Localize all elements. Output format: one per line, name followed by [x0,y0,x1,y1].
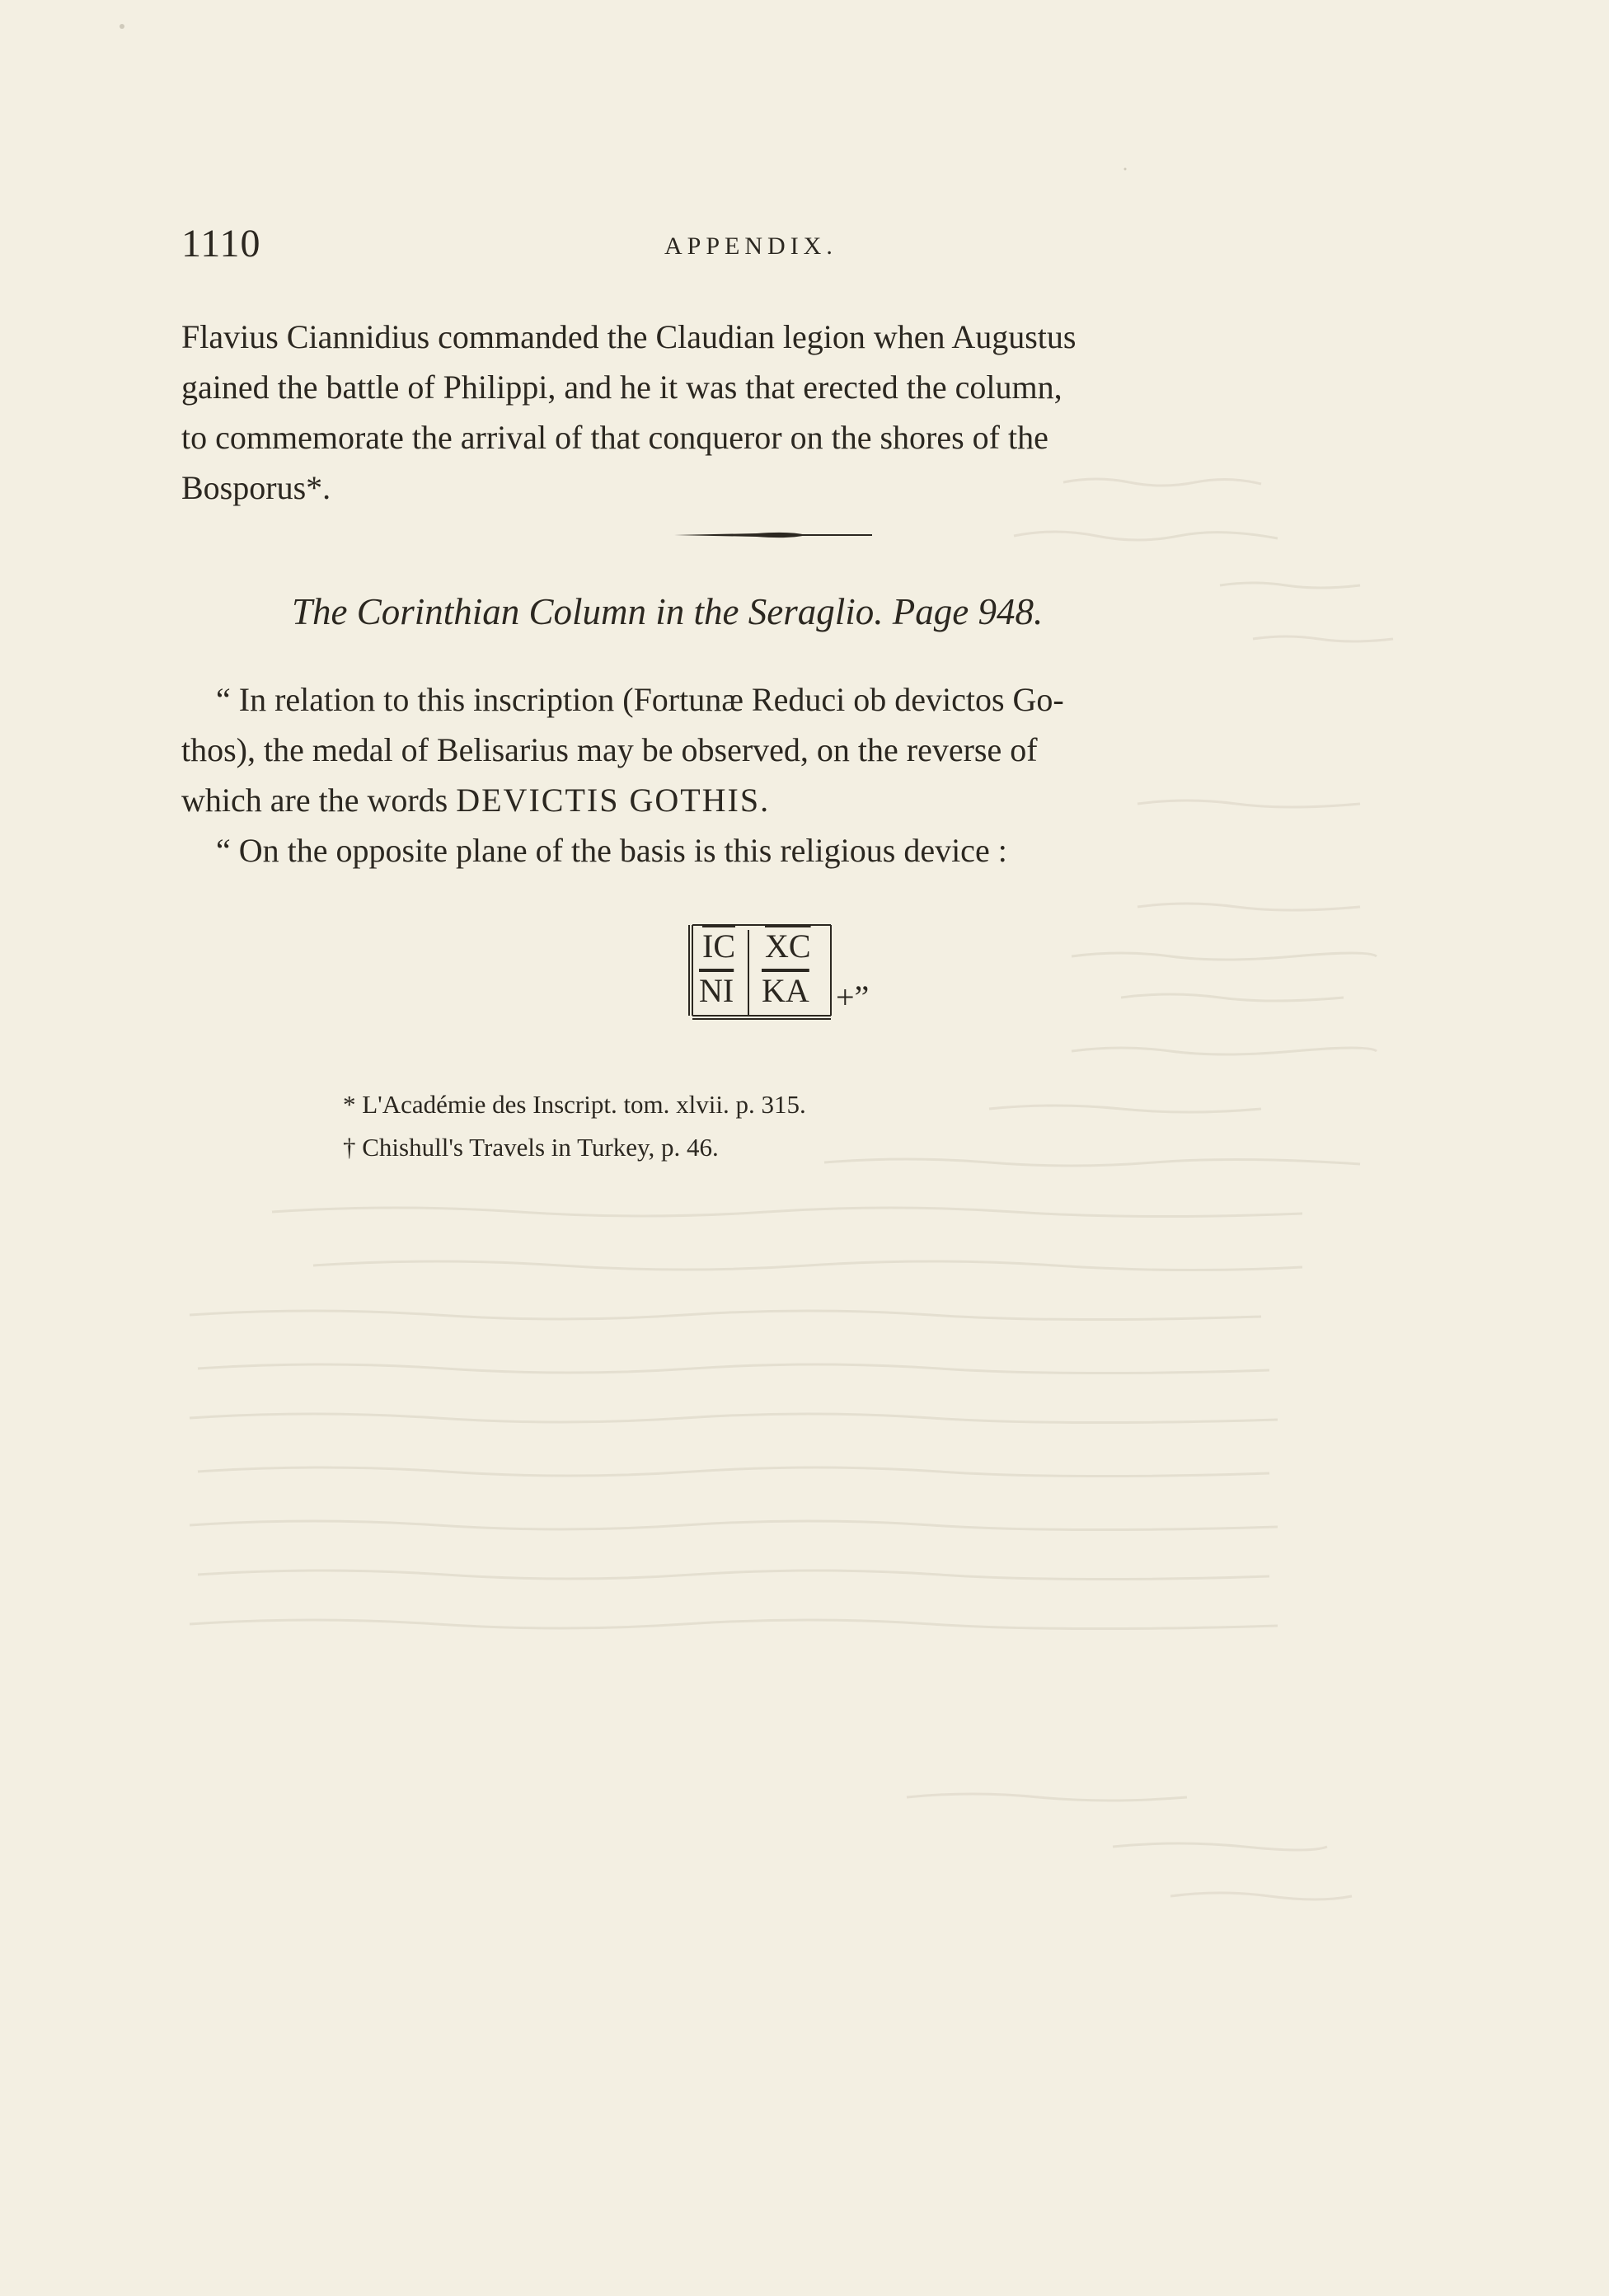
page-header [181,221,1381,279]
text-line [181,775,1368,825]
device-ic: $\overline{IC}$ [702,927,735,965]
cross-mark: +” [836,979,870,1016]
religious-device [686,918,917,1024]
text-fragment: which are the words [181,782,457,819]
text-line: “ On the opposite plane of the basis is this religious device : [216,832,1007,869]
footnote: * L'Académie des Inscript. tom. xlvii. p. 315. [343,1090,806,1119]
section-divider [674,530,872,540]
text-line: Flavius Ciannidius commanded the Claudian legion when Augustus [181,318,1077,355]
section-title: The Corinthian Column in the Seraglio. Page 948. [292,591,1044,632]
page-number: 1110 [181,222,261,265]
running-head: APPENDIX. [664,232,837,260]
device-ka: $\overline{KA}$ [762,972,809,1009]
text-line: Bosporus*. [181,469,331,506]
text-line: “ In relation to this inscription (Fortunæ Reduci ob devictos Go- [216,681,1064,718]
paragraph-flavius [181,312,1368,513]
text-line: gained the battle of Philippi, and he it was that erected the column, [181,369,1063,406]
text-line: thos), the medal of Belisarius may be observed, on the reverse of [181,731,1038,768]
footnote: † Chishull's Travels in Turkey, p. 46. [343,1133,719,1162]
paragraph-inscription [181,674,1368,876]
footnotes [343,1083,806,1169]
small-caps-phrase: DEVICTIS GOTHIS. [456,782,771,819]
text-line: to commemorate the arrival of that conqueror on the shores of the [181,419,1048,456]
device-ni: $\overline{NI}$ [699,972,734,1009]
device-xc: $\overline{XC}$ [765,927,811,965]
